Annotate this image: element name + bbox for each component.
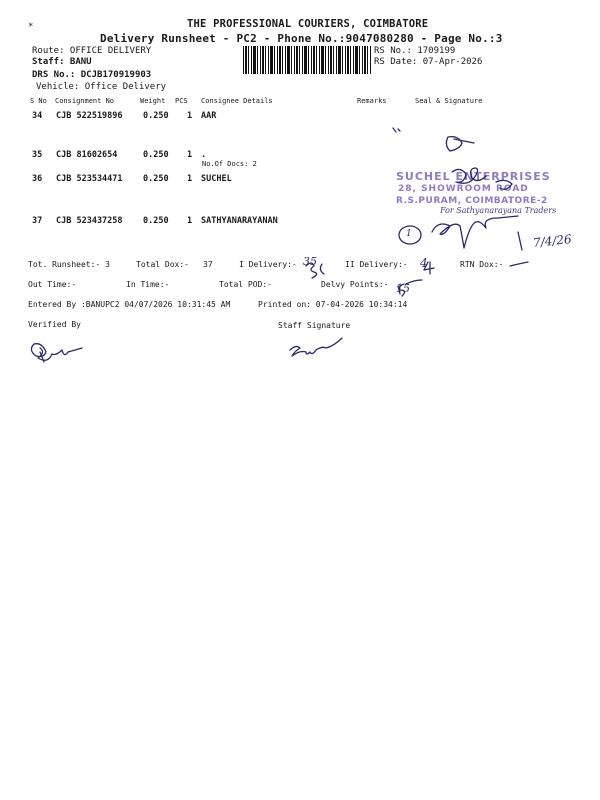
row-pcs: 1 xyxy=(187,150,193,160)
rs-date: RS Date: 07-Apr-2026 xyxy=(374,57,483,67)
delvy-points-hand: 15 xyxy=(396,282,410,295)
out-time-label: Out Time:- xyxy=(28,280,77,289)
i-delivery-hand: 35 xyxy=(303,255,317,268)
staff-signature-mark xyxy=(290,338,342,356)
vehicle-label: Vehicle: Office Delivery xyxy=(36,82,167,92)
col-consignee: Consignee Details xyxy=(201,97,273,105)
hand-rtn-dox xyxy=(510,262,528,266)
printed-on: Printed on: 07-04-2026 10:34:14 xyxy=(258,300,408,309)
row-consignment: CJB 81602654 xyxy=(56,150,118,160)
row-note: No.Of Docs: 2 xyxy=(202,160,257,168)
total-pod-label: Total POD:- xyxy=(219,280,272,289)
row-weight: 0.250 xyxy=(143,174,169,184)
staff-signature-label: Staff Signature xyxy=(278,321,351,330)
row-consignee: AAR xyxy=(201,111,217,121)
rtn-dox-label: RTN Dox:- xyxy=(460,260,504,269)
verified-by-label: Verified By xyxy=(28,320,81,329)
col-consignment: Consignment No xyxy=(55,97,115,105)
total-dox-label: Total Dox:- xyxy=(136,260,189,269)
company-stamp: SUCHEL ENTERPRISES 28, SHOWROOM ROAD R.S.PURAM, COIMBATORE-2 For Sathyanarayana Traders xyxy=(396,170,557,215)
route-label: Route: OFFICE DELIVERY xyxy=(32,46,152,56)
entered-by: Entered By :BANUPC2 04/07/2026 10:31:45 AM xyxy=(28,300,231,309)
row-sno: 35 xyxy=(32,150,43,160)
rs-number: RS No.: 1709199 xyxy=(374,46,456,56)
i-delivery-label: I Delivery:- xyxy=(239,260,297,269)
tot-runsheet: Tot. Runsheet:- 3 xyxy=(28,260,110,269)
delvy-points-label: Delvy Points:- xyxy=(321,280,389,289)
handwritten-date: 7/4/26 xyxy=(532,232,573,250)
corner-mark: * xyxy=(28,22,34,32)
staff-label: Staff: BANU xyxy=(32,57,92,67)
signature-row36 xyxy=(452,168,486,183)
row-consignee: . xyxy=(201,150,207,160)
ink-mark xyxy=(393,128,400,132)
row-consignment: CJB 523437258 xyxy=(56,216,123,226)
row-sno: 36 xyxy=(32,174,43,184)
signature-row37 xyxy=(432,216,518,248)
col-sno: S No xyxy=(30,97,47,105)
col-remarks: Remarks xyxy=(357,97,387,105)
circled-number: 1 xyxy=(406,229,412,239)
row-weight: 0.250 xyxy=(143,111,169,121)
row-weight: 0.250 xyxy=(143,150,169,160)
row-consignee: SATHYANARAYANAN xyxy=(201,216,278,226)
company-title: THE PROFESSIONAL COURIERS, COIMBATORE xyxy=(187,18,429,30)
row-pcs: 1 xyxy=(187,216,193,226)
row-pcs: 1 xyxy=(187,111,193,121)
row-pcs: 1 xyxy=(187,174,193,184)
row-consignment: CJB 523534471 xyxy=(56,174,123,184)
signature-row35 xyxy=(446,137,474,151)
row-consignee: SUCHEL xyxy=(201,174,232,184)
in-time-label: In Time:- xyxy=(126,280,170,289)
row-sno: 37 xyxy=(32,216,43,226)
row-consignment: CJB 522519896 xyxy=(56,111,123,121)
ii-delivery-label: II Delivery:- xyxy=(345,260,408,269)
drs-number: DRS No.: DCJB170919903 xyxy=(32,70,152,80)
verified-signature xyxy=(31,344,82,361)
col-weight: Weight xyxy=(140,97,166,105)
row-weight: 0.250 xyxy=(143,216,169,226)
runsheet-title: Delivery Runsheet - PC2 - Phone No.:9047080280 - Page No.:3 xyxy=(100,32,503,45)
col-seal: Seal & Signature xyxy=(415,97,483,105)
total-dox-value: 37 xyxy=(203,260,213,269)
row-sno: 34 xyxy=(32,111,43,121)
ii-delivery-hand: 4 xyxy=(420,256,428,270)
col-pcs: PCS xyxy=(175,97,188,105)
